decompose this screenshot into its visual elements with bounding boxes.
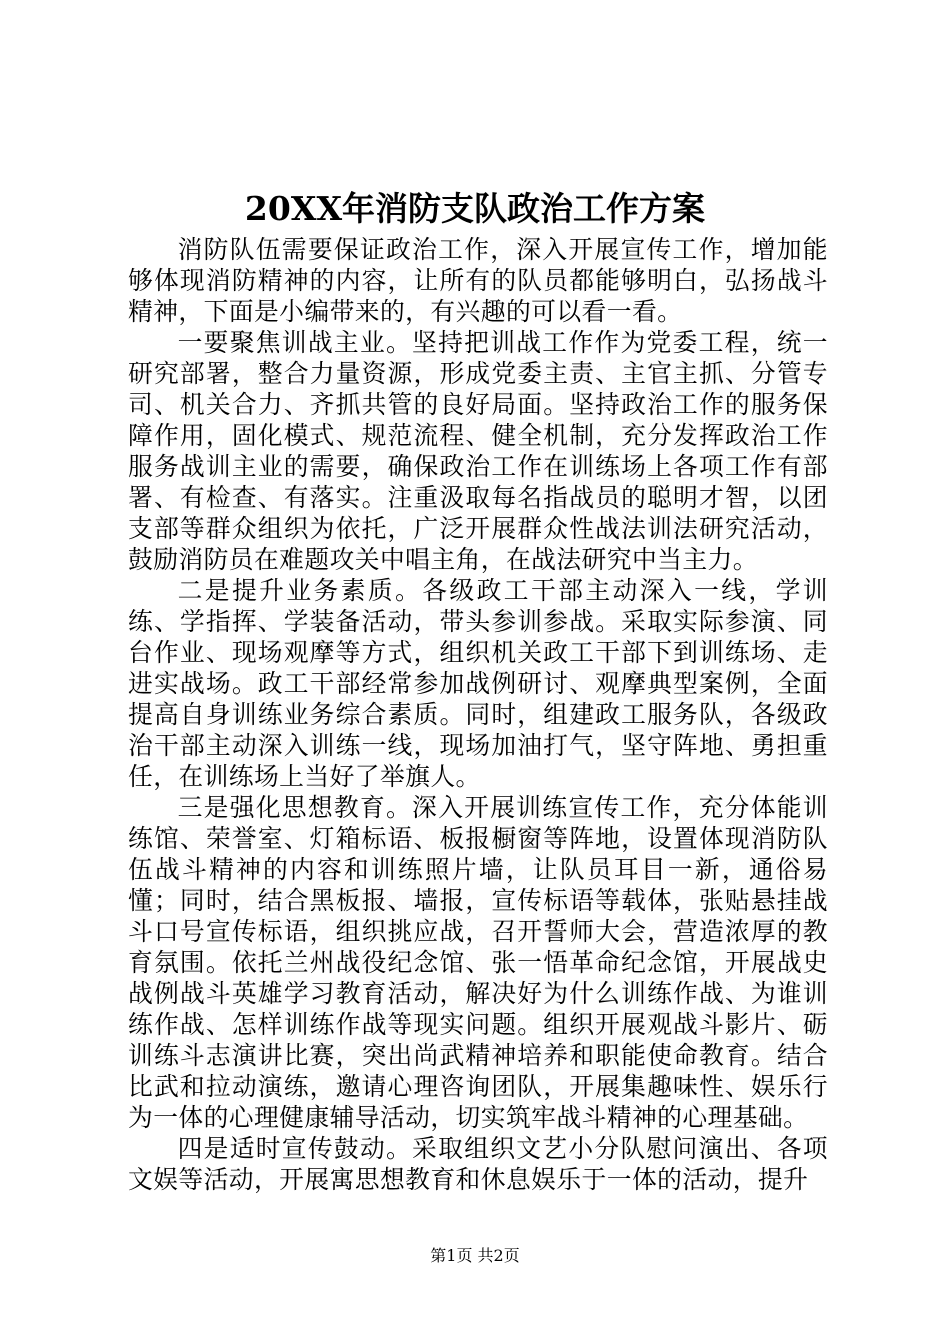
- paragraph-intro: 消防队伍需要保证政治工作，深入开展宣传工作，增加能够体现消防精神的内容，让所有的队员都能够明白，弘扬战斗精神，下面是小编带来的，有兴趣的可以看一看。: [128, 235, 828, 326]
- paragraph-2: 二是提升业务素质。各级政工干部主动深入一线，学训练、学指挥、学装备活动，带头参训参战。采取实际参演、同台作业、现场观摩等方式，组织机关政工干部下到训练场、走进实战场。政工干部经常参加战例研讨、观摩典型案例，全面提高自身训练业务综合素质。同时，组建政工服务队，各级政治干部主动深入训练一线，现场加油打气，坚守阵地、勇担重任，在训练场上当好了举旗人。: [128, 576, 828, 791]
- document-body: [128, 234, 828, 1195]
- paragraph-3: 三是强化思想教育。深入开展训练宣传工作，充分体能训练馆、荣誉室、灯箱标语、板报橱窗等阵地，设置体现消防队伍战斗精神的内容和训练照片墙，让队员耳目一新，通俗易懂；同时，结合黑板报、墙报，宣传标语等载体，张贴悬挂战斗口号宣传标语，组织挑应战，召开誓师大会，营造浓厚的教育氛围。依托兰州战役纪念馆、张一悟革命纪念馆，开展战史战例战斗英雄学习教育活动，解决好为什么训练作战、为谁训练作战、怎样训练作战等现实问题。组织开展观战斗影片、砺训练斗志演讲比赛，突出尚武精神培养和职能使命教育。结合比武和拉动演练，邀请心理咨询团队，开展集趣味性、娱乐行为一体的心理健康辅导活动，切实筑牢战斗精神的心理基础。: [128, 793, 828, 1132]
- document-title: 20XX年消防支队政治工作方案: [244, 189, 706, 228]
- paragraph-4: 四是适时宣传鼓动。采取组织文艺小分队慰问演出、各项文娱等活动，开展寓思想教育和休息娱乐于一体的活动，提升: [128, 1134, 828, 1194]
- paragraph-1: 一要聚焦训战主业。坚持把训战工作作为党委工程，统一研究部署，整合力量资源，形成党委主责、主官主抓、分管专司、机关合力、齐抓共管的良好局面。坚持政治工作的服务保障作用，固化模式、规范流程、健全机制，充分发挥政治工作服务战训主业的需要，确保政治工作在训练场上各项工作有部署、有检查、有落实。注重汲取每名指战员的聪明才智，以团支部等群众组织为依托，广泛开展群众性战法训法研究活动，鼓励消防员在难题攻关中唱主角，在战法研究中当主力。: [128, 328, 828, 574]
- page-number-footer: 第1页 共2页: [430, 1246, 520, 1265]
